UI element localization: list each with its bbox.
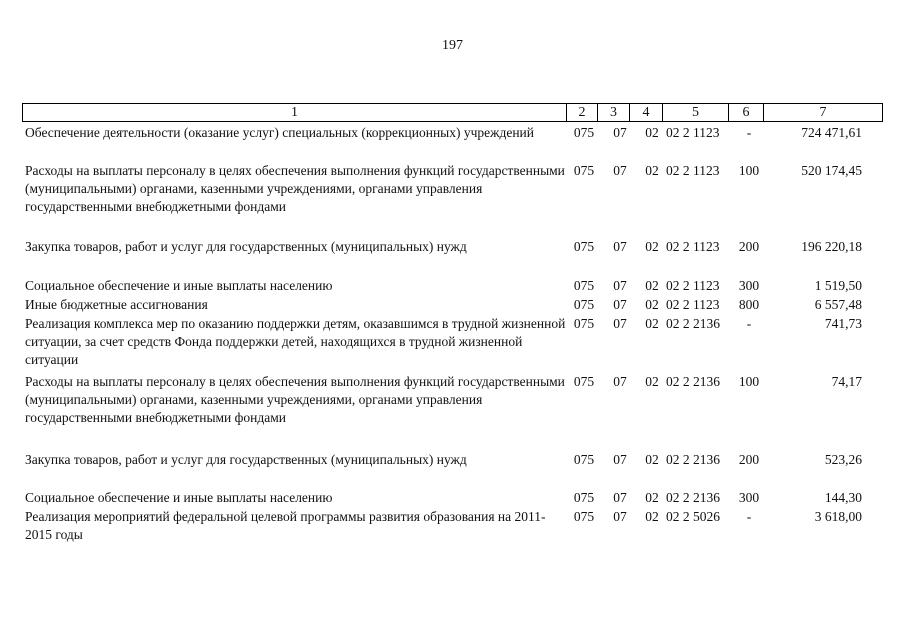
row-amount: 144,30 — [824, 490, 862, 505]
row-description: Расходы на выплаты персоналу в целях обеспечения выполнения функций государственными (муниципальными) органами, казенными учреждениями, органами управления государственными внебюджетными фондами — [25, 374, 565, 425]
row-code-section: 07 — [613, 297, 627, 312]
header-col-6: 6 — [729, 104, 764, 122]
row-amount: 520 174,45 — [801, 163, 862, 178]
row-code-section: 07 — [613, 163, 627, 178]
row-amount: 523,26 — [824, 452, 862, 467]
row-code-expense-type: - — [746, 509, 752, 524]
row-description: Социальное обеспечение и иные выплаты населению — [25, 490, 333, 505]
row-description: Обеспечение деятельности (оказание услуг) специальных (коррекционных) учреждений — [25, 125, 534, 140]
row-code-expense-type: - — [746, 316, 752, 331]
header-col-4: 4 — [630, 104, 663, 122]
row-code-admin: 075 — [573, 509, 595, 524]
row-code-target: 02 2 1123 — [666, 125, 720, 140]
row-code-admin: 075 — [573, 239, 595, 254]
row-code-target: 02 2 2136 — [666, 374, 720, 389]
row-description: Иные бюджетные ассигнования — [25, 297, 208, 312]
header-col-5: 5 — [663, 104, 729, 122]
row-code-section: 07 — [613, 452, 627, 467]
row-code-admin: 075 — [573, 490, 595, 505]
row-code-admin: 075 — [573, 452, 595, 467]
row-amount: 1 519,50 — [814, 278, 862, 293]
row-code-subsection: 02 — [645, 125, 659, 140]
row-code-target: 02 2 2136 — [666, 452, 720, 467]
row-code-expense-type: 300 — [738, 490, 760, 505]
row-code-subsection: 02 — [645, 316, 659, 331]
row-amount: 6 557,48 — [814, 297, 862, 312]
row-code-subsection: 02 — [645, 374, 659, 389]
row-code-subsection: 02 — [645, 278, 659, 293]
row-code-expense-type: - — [746, 125, 752, 140]
header-col-7: 7 — [764, 104, 883, 122]
header-col-2: 2 — [567, 104, 598, 122]
row-code-admin: 075 — [573, 374, 595, 389]
row-amount: 74,17 — [831, 374, 862, 389]
row-code-section: 07 — [613, 278, 627, 293]
row-code-target: 02 2 5026 — [666, 509, 720, 524]
row-code-subsection: 02 — [645, 490, 659, 505]
row-code-subsection: 02 — [645, 452, 659, 467]
header-col-1: 1 — [23, 104, 567, 122]
table-header — [22, 103, 883, 122]
row-code-target: 02 2 1123 — [666, 278, 720, 293]
header-col-3: 3 — [598, 104, 630, 122]
row-code-admin: 075 — [573, 297, 595, 312]
page-number: 197 — [442, 38, 463, 53]
row-description: Реализация мероприятий федеральной целевой программы развития образования на 2011-2015 годы — [25, 509, 546, 542]
row-amount: 741,73 — [824, 316, 862, 331]
row-code-expense-type: 300 — [738, 278, 760, 293]
row-description: Закупка товаров, работ и услуг для государственных (муниципальных) нужд — [25, 239, 467, 254]
row-code-target: 02 2 2136 — [666, 316, 720, 331]
row-description: Закупка товаров, работ и услуг для государственных (муниципальных) нужд — [25, 452, 467, 467]
row-code-expense-type: 100 — [738, 163, 760, 178]
row-code-section: 07 — [613, 239, 627, 254]
row-code-subsection: 02 — [645, 509, 659, 524]
row-code-section: 07 — [613, 374, 627, 389]
row-amount: 3 618,00 — [814, 509, 862, 524]
row-code-subsection: 02 — [645, 297, 659, 312]
row-code-expense-type: 800 — [738, 297, 760, 312]
row-code-target: 02 2 1123 — [666, 239, 720, 254]
row-amount: 724 471,61 — [801, 125, 862, 140]
row-code-admin: 075 — [573, 278, 595, 293]
row-code-section: 07 — [613, 490, 627, 505]
row-code-target: 02 2 1123 — [666, 297, 720, 312]
row-code-admin: 075 — [573, 163, 595, 178]
row-code-expense-type: 100 — [738, 374, 760, 389]
row-description: Реализация комплекса мер по оказанию поддержки детям, оказавшимся в трудной жизненной ситуации, за счет средств Фонда поддержки детей, находящихся в трудной жизненной ситуации — [25, 316, 566, 367]
row-code-subsection: 02 — [645, 239, 659, 254]
row-code-admin: 075 — [573, 125, 595, 140]
row-amount: 196 220,18 — [801, 239, 862, 254]
row-code-section: 07 — [613, 125, 627, 140]
row-code-subsection: 02 — [645, 163, 659, 178]
row-code-expense-type: 200 — [738, 452, 760, 467]
row-description: Социальное обеспечение и иные выплаты населению — [25, 278, 333, 293]
row-code-target: 02 2 2136 — [666, 490, 720, 505]
header-row — [23, 104, 883, 122]
row-code-target: 02 2 1123 — [666, 163, 720, 178]
row-code-section: 07 — [613, 509, 627, 524]
row-code-admin: 075 — [573, 316, 595, 331]
row-code-section: 07 — [613, 316, 627, 331]
row-code-expense-type: 200 — [738, 239, 760, 254]
row-description: Расходы на выплаты персоналу в целях обеспечения выполнения функций государственными (муниципальными) органами, казенными учреждениями, органами управления государственными внебюджетными фондами — [25, 163, 565, 214]
